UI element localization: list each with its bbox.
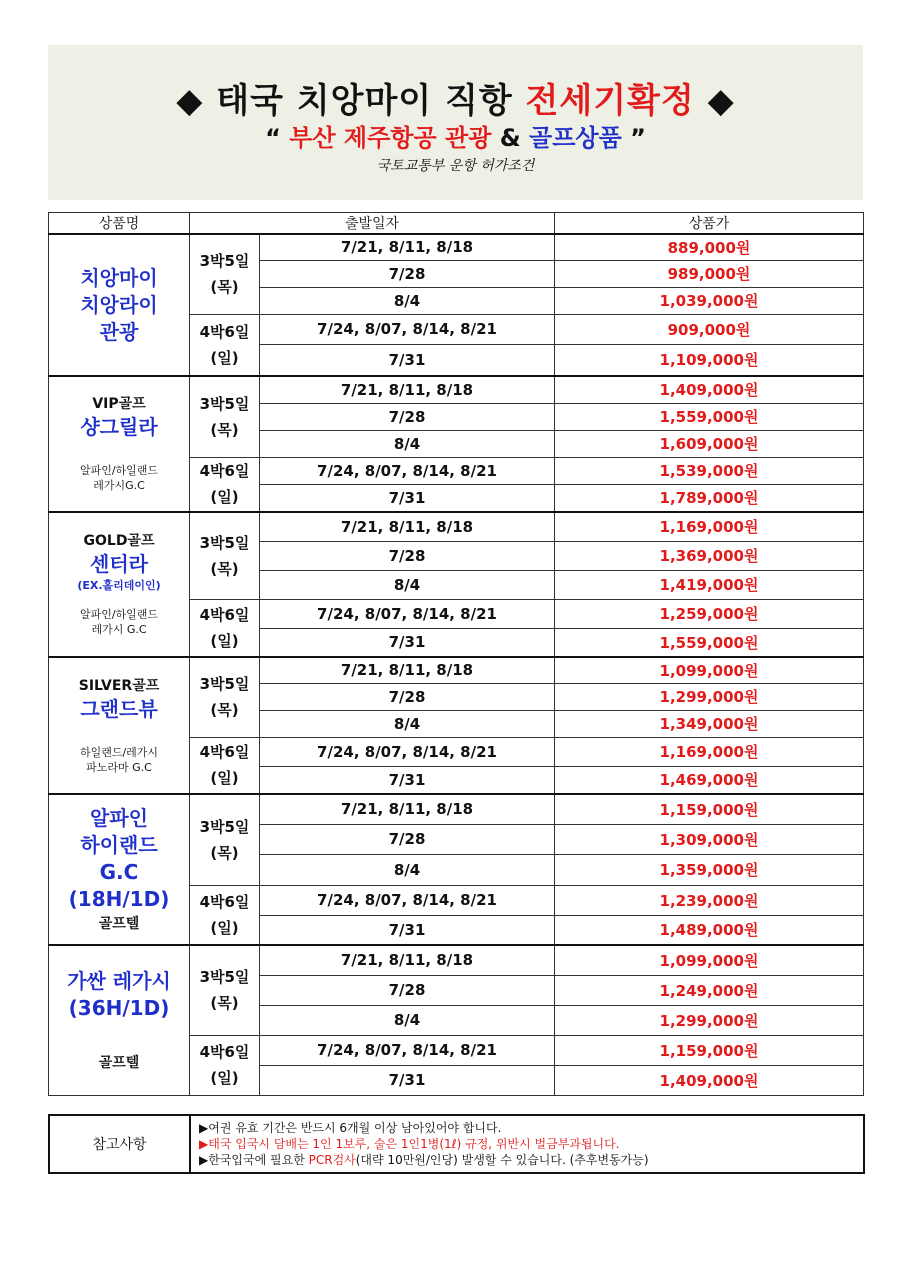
header-product: 상품명 [49, 213, 190, 235]
title-text: ◆ 태국 치앙마이 직항 [176, 81, 526, 121]
price: 1,299,000원 [555, 683, 864, 710]
notes-table [48, 1114, 865, 1174]
subtitle-amp: & [499, 124, 530, 152]
product-name-line: 하이랜드 [80, 833, 158, 857]
table-row [49, 376, 864, 403]
duration-weekday: (일) [210, 348, 239, 367]
departure-date: 7/24, 8/07, 8/14, 8/21 [260, 737, 555, 766]
table-row [49, 234, 864, 260]
price: 1,559,000원 [555, 403, 864, 430]
departure-date: 7/28 [260, 824, 555, 854]
duration-weekday: (일) [210, 769, 239, 788]
departure-date: 7/28 [260, 683, 555, 710]
departure-date: 7/31 [260, 484, 555, 512]
duration-weekday: (목) [210, 559, 239, 578]
notes-label: 참고사항 [49, 1115, 190, 1173]
subtitle-blue: 골프상품 [529, 124, 622, 152]
price: 1,419,000원 [555, 570, 864, 599]
duration-weekday: (목) [210, 420, 239, 439]
product-name-line: (18H/1D) [68, 887, 170, 911]
departure-date: 7/21, 8/11, 8/18 [260, 376, 555, 403]
table-row [49, 794, 864, 824]
product-grade: GOLD골프 [83, 533, 155, 549]
product-name [49, 657, 190, 794]
product-name-line: 가싼 레가시 [67, 968, 171, 993]
product-name-line: 치앙라이 [80, 292, 158, 317]
note-line-3-text: ▶한국입국에 필요한 [199, 1153, 309, 1167]
departure-date: 7/28 [260, 975, 555, 1005]
departure-date: 7/24, 8/07, 8/14, 8/21 [260, 457, 555, 484]
duration [190, 314, 260, 376]
product-hotel: 센터라 [90, 552, 148, 576]
departure-date: 7/24, 8/07, 8/14, 8/21 [260, 885, 555, 915]
product-hotel: 그랜드뷰 [80, 696, 158, 721]
duration-nights: 3박5일 [199, 394, 250, 413]
price: 1,349,000원 [555, 710, 864, 737]
duration-nights: 3박5일 [199, 968, 250, 987]
price: 1,039,000원 [555, 287, 864, 314]
duration-nights: 4박6일 [199, 605, 250, 624]
notes-body [190, 1115, 864, 1173]
product-name-line: 치앙마이 [80, 265, 158, 290]
departure-date: 7/31 [260, 766, 555, 794]
price: 1,249,000원 [555, 975, 864, 1005]
note-line-2: ▶태국 입국시 담배는 1인 1보루, 술은 1인1병(1ℓ) 규정, 위반시 벌금부과됩니다. [199, 1137, 620, 1151]
note-line-3-pcr: PCR검사 [308, 1153, 356, 1167]
duration-weekday: (목) [210, 278, 239, 297]
golf-course-line: 하일랜드/레가시 [79, 745, 159, 759]
product-type: 골프텔 [98, 1054, 140, 1071]
product-name [49, 376, 190, 512]
header-date: 출발일자 [190, 213, 555, 235]
duration-nights: 3박5일 [199, 252, 250, 271]
departure-date: 7/31 [260, 344, 555, 376]
price: 1,359,000원 [555, 854, 864, 885]
duration [190, 657, 260, 737]
departure-date: 8/4 [260, 854, 555, 885]
main-title [48, 73, 863, 122]
product-name-line: G.C [99, 860, 139, 884]
departure-date: 7/28 [260, 403, 555, 430]
price: 1,789,000원 [555, 484, 864, 512]
price: 1,469,000원 [555, 766, 864, 794]
table-row [49, 512, 864, 541]
departure-date: 7/28 [260, 260, 555, 287]
subtitle [48, 118, 863, 153]
product-hotel-ex: (EX.홀리데이인) [77, 579, 161, 592]
product-name [49, 512, 190, 657]
duration [190, 737, 260, 794]
departure-date: 7/31 [260, 915, 555, 945]
duration-weekday: (목) [210, 994, 239, 1013]
departure-date: 7/21, 8/11, 8/18 [260, 945, 555, 975]
subtitle-red: 부산 제주항공 관광 [289, 124, 500, 152]
price: 1,099,000원 [555, 657, 864, 683]
price: 1,169,000원 [555, 512, 864, 541]
product-grade: VIP골프 [92, 396, 146, 412]
product-name-line: 관광 [99, 319, 139, 344]
note-line-3 [199, 1152, 862, 1168]
price: 1,539,000원 [555, 457, 864, 484]
note-line-1: ▶여권 유효 기간은 반드시 6개월 이상 남아있어야 합니다. [199, 1121, 502, 1135]
table-row [49, 657, 864, 683]
departure-date: 8/4 [260, 287, 555, 314]
departure-date: 7/28 [260, 541, 555, 570]
departure-date: 7/24, 8/07, 8/14, 8/21 [260, 1035, 555, 1065]
departure-date: 7/31 [260, 1065, 555, 1095]
golf-course-line: 파노라마 G.C [86, 760, 152, 774]
departure-date: 7/31 [260, 628, 555, 657]
departure-date: 8/4 [260, 1005, 555, 1035]
product-name [49, 794, 190, 945]
product-name-line: (36H/1D) [68, 995, 170, 1020]
duration [190, 512, 260, 599]
product-name [49, 945, 190, 1095]
price: 1,239,000원 [555, 885, 864, 915]
price: 1,299,000원 [555, 1005, 864, 1035]
product-hotel: 샹그릴라 [80, 415, 158, 439]
duration-nights: 4박6일 [199, 1043, 250, 1061]
duration [190, 794, 260, 885]
duration-weekday: (일) [210, 1069, 239, 1087]
duration [190, 1035, 260, 1095]
table-row [49, 945, 864, 975]
product-name-line: 알파인 [90, 806, 148, 830]
duration-weekday: (일) [210, 488, 239, 507]
departure-date: 7/21, 8/11, 8/18 [260, 657, 555, 683]
duration-nights: 4박6일 [199, 743, 250, 762]
departure-date: 7/24, 8/07, 8/14, 8/21 [260, 599, 555, 628]
price: 889,000원 [555, 234, 864, 260]
duration [190, 945, 260, 1035]
price: 989,000원 [555, 260, 864, 287]
price: 1,309,000원 [555, 824, 864, 854]
header-price: 상품가 [555, 213, 864, 235]
spacer [49, 441, 189, 463]
price: 1,159,000원 [555, 1035, 864, 1065]
title-diamond: ◆ [694, 81, 735, 121]
price: 1,159,000원 [555, 794, 864, 824]
product-type: 골프텔 [98, 916, 140, 932]
spacer [49, 723, 189, 745]
spacer [49, 593, 189, 607]
golf-course-line: 레가시 G.C [91, 623, 147, 636]
product-name [49, 234, 190, 376]
price: 1,109,000원 [555, 344, 864, 376]
price: 1,559,000원 [555, 628, 864, 657]
duration [190, 457, 260, 512]
duration-nights: 3박5일 [199, 533, 250, 552]
duration-nights: 4박6일 [199, 892, 250, 911]
departure-date: 8/4 [260, 430, 555, 457]
departure-date: 7/21, 8/11, 8/18 [260, 512, 555, 541]
duration [190, 885, 260, 945]
title-highlight: 전세기확정 [525, 81, 695, 121]
price: 1,489,000원 [555, 915, 864, 945]
price: 1,099,000원 [555, 945, 864, 975]
price: 1,369,000원 [555, 541, 864, 570]
duration-nights: 3박5일 [199, 817, 250, 836]
price: 909,000원 [555, 314, 864, 344]
duration [190, 234, 260, 314]
departure-date: 7/21, 8/11, 8/18 [260, 234, 555, 260]
golf-course-line: 알파인/하일랜드 [79, 608, 159, 621]
duration-nights: 3박5일 [199, 675, 250, 694]
price: 1,409,000원 [555, 1065, 864, 1095]
golf-course-line: 레가시G.C [93, 479, 145, 492]
note-line-3-tail: (대략 10만원/인당) 발생할 수 있습니다. (추후변동가능) [355, 1153, 649, 1167]
duration [190, 599, 260, 657]
departure-date: 7/21, 8/11, 8/18 [260, 794, 555, 824]
price: 1,169,000원 [555, 737, 864, 766]
duration-nights: 4박6일 [199, 322, 250, 341]
golf-course-line: 알파인/하일랜드 [79, 464, 159, 477]
quote-open: “ [265, 124, 290, 152]
price: 1,259,000원 [555, 599, 864, 628]
price: 1,609,000원 [555, 430, 864, 457]
permit-note: 국토교통부 운항 허가조건 [376, 158, 535, 174]
price-table [48, 212, 864, 1096]
duration-weekday: (목) [210, 701, 239, 720]
duration-weekday: (일) [210, 631, 239, 650]
duration-weekday: (목) [210, 843, 239, 862]
duration-weekday: (일) [210, 918, 239, 937]
quote-close: ” [621, 124, 646, 152]
departure-date: 7/24, 8/07, 8/14, 8/21 [260, 314, 555, 344]
duration-nights: 4박6일 [199, 462, 250, 481]
price: 1,409,000원 [555, 376, 864, 403]
duration [190, 376, 260, 457]
product-grade: SILVER골프 [78, 677, 160, 694]
departure-date: 8/4 [260, 710, 555, 737]
departure-date: 8/4 [260, 570, 555, 599]
title-banner [48, 45, 863, 200]
